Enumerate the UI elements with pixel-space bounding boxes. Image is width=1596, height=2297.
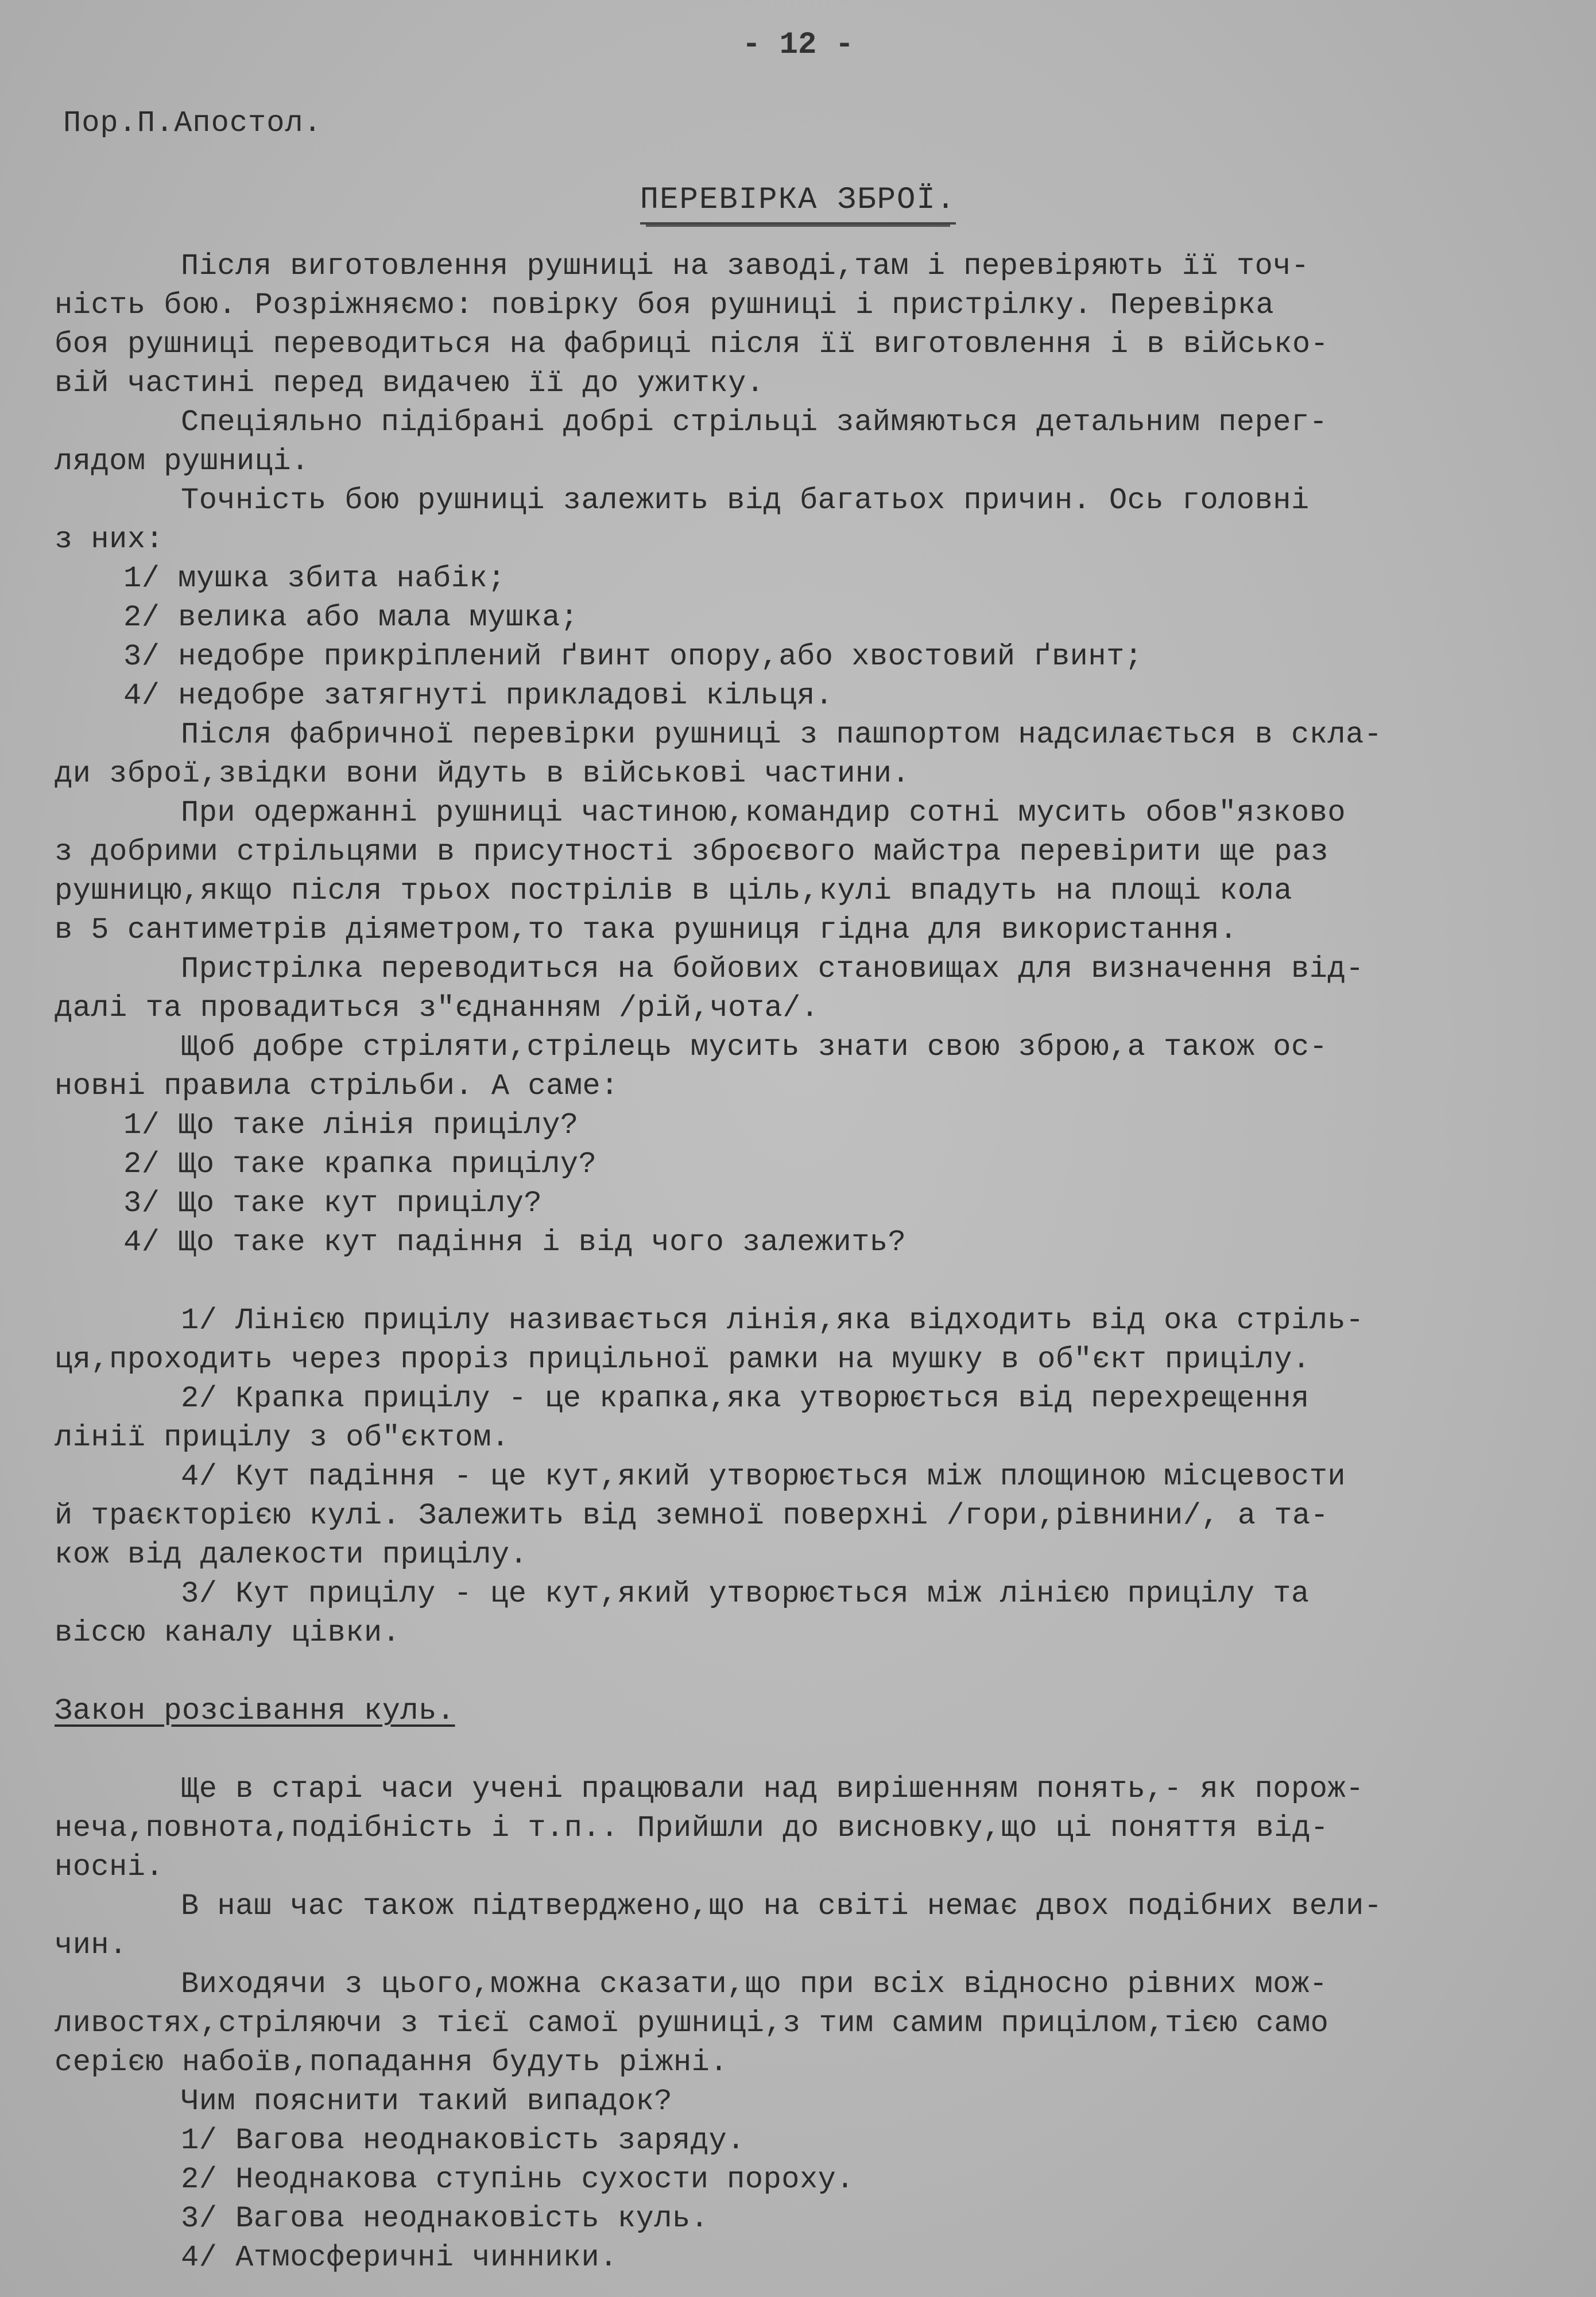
section-definitions: [55, 1301, 1536, 1653]
text-line: 2/ Неоднакова ступінь сухости пороху.: [181, 2163, 855, 2197]
text-line: боя рушниці переводиться на фабриці після її виготовлення і в військо-: [55, 327, 1329, 361]
text-line: й траєкторією кулі. Залежить від земної поверхні /гори,рівнини/, а та-: [55, 1499, 1329, 1533]
spacer: [55, 1262, 1536, 1301]
text-line: Щоб добре стріляти,стрілець мусить знати свою зброю,а також ос-: [181, 1030, 1328, 1064]
author-line: Пор.П.Апостол.: [63, 106, 322, 140]
text-line: 1/ Вагова неоднаковість заряду.: [181, 2124, 745, 2157]
document-body: [55, 247, 1536, 2277]
text-line: 3/ Кут прицілу - це кут,який утворюється між лінією прицілу та: [181, 1577, 1310, 1611]
text-line: вій частині перед видачею її до ужитку.: [55, 366, 765, 400]
text-line: неча,повнота,подібність і т.п.. Прийшли до висновку,що ці поняття від-: [55, 1811, 1329, 1845]
text-line: В наш час також підтверджено,що на світі немає двох подібних вели-: [181, 1889, 1382, 1923]
text-line: 1/ Що таке лінія прицілу?: [123, 1108, 579, 1142]
text-line: 2/ Що таке крапка прицілу?: [123, 1147, 597, 1181]
section-heading-bullet-dispersion: Закон розсівання куль.: [55, 1694, 455, 1728]
spacer: [55, 1731, 1536, 1770]
text-line: ди зброї,звідки вони йдуть в військові частини.: [55, 757, 911, 791]
text-line: з них:: [55, 523, 164, 556]
text-line: лядом рушниці.: [55, 444, 309, 478]
text-line: 3/ Що таке кут прицілу?: [123, 1186, 543, 1220]
document-title: [0, 183, 1596, 225]
text-line: 1/ Лінією прицілу називається лінія,яка відходить від ока стріль-: [181, 1304, 1364, 1337]
text-line: ця,проходить через проріз прицільної рамки на мушку в об"єкт прицілу.: [55, 1343, 1311, 1376]
text-line: Точність бою рушниці залежить від багатьох причин. Ось головні: [181, 484, 1310, 517]
section-dispersion: [55, 1770, 1536, 2277]
text-line: Після фабричної перевірки рушниці з пашпортом надсилається в скла-: [181, 718, 1382, 752]
text-line: Пристрілка переводиться на бойових становищах для визначення від-: [181, 952, 1364, 986]
text-line: в 5 сантиметрів діяметром,то така рушниця гідна для використання.: [55, 913, 1238, 947]
text-line: ливостях,стріляючи з тієї самої рушниці,з тим самим прицілом,тією само: [55, 2006, 1329, 2040]
spacer: [55, 1653, 1536, 1692]
text-line: далі та провадиться з"єднанням /рій,чота/.: [55, 991, 819, 1025]
text-line: 4/ Кут падіння - це кут,який утворюється між площиною місцевости: [181, 1460, 1346, 1494]
text-line: Чим пояснити такий випадок?: [181, 2085, 673, 2118]
text-line: 2/ велика або мала мушка;: [123, 601, 579, 635]
text-line: ність бою. Розріжняємо: повірку боя рушниці і пристрілку. Перевірка: [55, 288, 1275, 322]
page-number: - 12 -: [742, 28, 854, 63]
section-intro: [55, 247, 1536, 1262]
text-line: віссю каналу цівки.: [55, 1616, 401, 1650]
text-line: чин.: [55, 1928, 127, 1962]
text-line: з добрими стрільцями в присутності зброєвого майстра перевірити ще раз: [55, 835, 1329, 869]
text-line: кож від далекости прицілу.: [55, 1538, 528, 1572]
text-line: 4/ недобре затягнуті прикладові кільця.: [123, 679, 834, 713]
text-line: 3/ недобре прикріплений ґвинт опору,або хвостовий ґвинт;: [123, 640, 1143, 674]
text-line: новні правила стрільби. А саме:: [55, 1069, 619, 1103]
text-line: носні.: [55, 1850, 164, 1884]
title-text: ПЕРЕВІРКА ЗБРОЇ.: [640, 183, 956, 225]
text-line: 4/ Атмосферичні чинники.: [181, 2241, 618, 2275]
text-line: 4/ Що таке кут падіння і від чого залежить?: [123, 1225, 907, 1259]
text-line: рушницю,якщо після трьох пострілів в ціль,кулі впадуть на площі кола: [55, 874, 1292, 908]
text-line: При одержанні рушниці частиною,командир сотні мусить обов"язково: [181, 796, 1346, 830]
text-line: Після виготовлення рушниці на заводі,там і перевіряють її точ-: [181, 249, 1310, 283]
text-line: серією набоїв,попадання будуть ріжні.: [55, 2045, 729, 2079]
text-line: Виходячи з цього,можна сказати,що при всіх відносно рівних мож-: [181, 1967, 1328, 2001]
text-line: 1/ мушка збита набік;: [123, 562, 506, 595]
text-line: 3/ Вагова неоднаковість куль.: [181, 2202, 709, 2236]
text-line: лінії прицілу з об"єктом.: [55, 1421, 510, 1455]
text-line: Спеціяльно підібрані добрі стрільці займяються детальним перег-: [181, 405, 1328, 439]
text-line: 2/ Крапка прицілу - це крапка,яка утворюється від перехрещення: [181, 1382, 1310, 1416]
text-line: Ще в старі часи учені працювали над вирішенням понять,- як порож-: [181, 1772, 1364, 1806]
